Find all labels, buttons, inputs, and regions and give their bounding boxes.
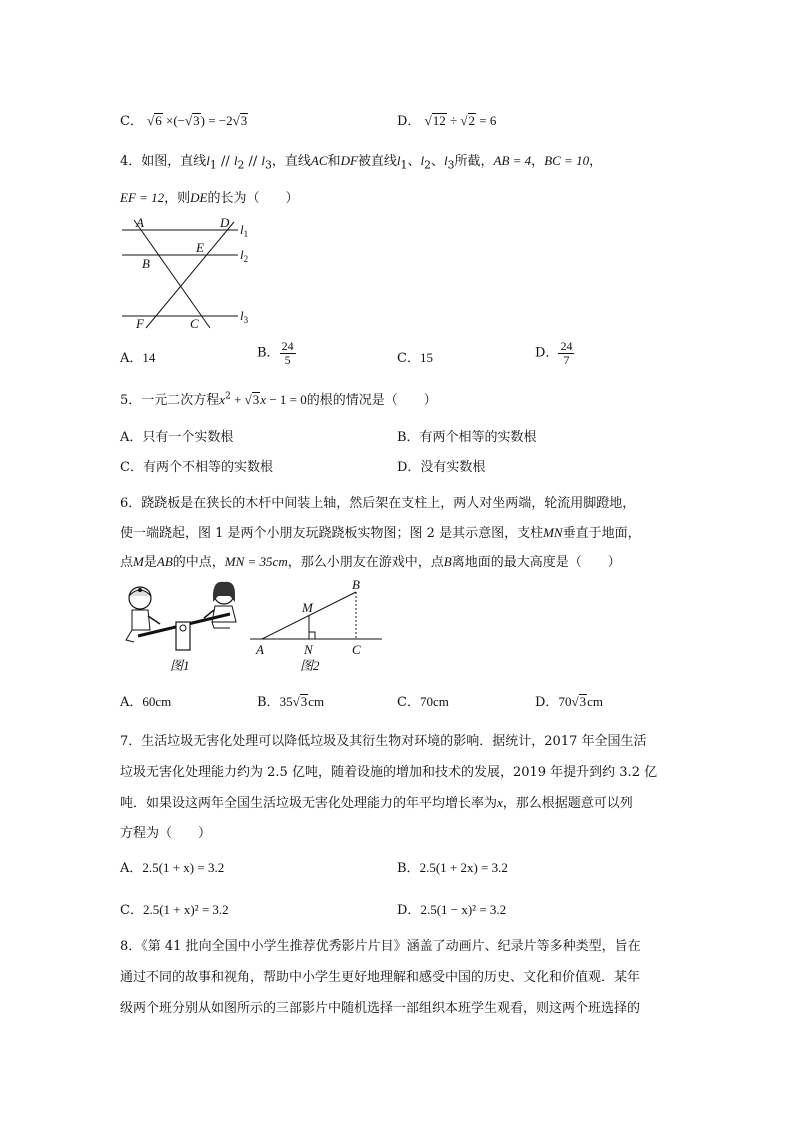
coefficient: 35 [279, 694, 293, 709]
q6-line3 [120, 551, 621, 570]
text: 如图，直线 [141, 154, 207, 169]
q8-line1 [120, 935, 641, 954]
label-n: N [304, 642, 313, 657]
q7-option-a [120, 857, 224, 876]
label-l2: $l_2$ [240, 247, 249, 264]
q5-option-c: C．有两个不相等的实数根 [120, 460, 273, 475]
q7-line4: 方程为（ ） [120, 826, 212, 841]
q6-line2 [120, 522, 641, 541]
q4-parallel-lines-figure [118, 212, 258, 332]
text: ，则 [164, 191, 191, 206]
question-number: 5． [120, 393, 142, 408]
ef-value: EF = 12 [120, 190, 165, 205]
text: 和 [327, 154, 341, 169]
label-e: E [196, 240, 204, 255]
q5-option-a: A．只有一个实数根 [120, 430, 234, 445]
text: 的中点， [172, 555, 225, 570]
q6-option-b [257, 691, 324, 710]
mn-value: MN = 35cm [224, 554, 288, 569]
q7-line1 [120, 730, 647, 749]
option-label: C． [120, 114, 143, 129]
numerator: 24 [560, 339, 573, 353]
q5-stem: 5．一元二次方程$x^2$ + √ 3x − 1 = 0的根的情况是（ ） [120, 389, 437, 408]
option-label: C． [397, 351, 420, 366]
q4-option-c [397, 347, 433, 366]
q7-line3 [120, 792, 633, 811]
label-f: F [136, 316, 144, 331]
q6-option-d [535, 691, 603, 710]
radicand: 3 [579, 694, 587, 709]
text: 点 [120, 555, 134, 570]
q6-line1 [120, 492, 635, 511]
option-label: C． [397, 695, 420, 710]
text: 吨．如果设这两年全国生活垃圾无害化处理能力的年平均增长率为 [120, 796, 498, 811]
option-value: 70cm [419, 694, 449, 709]
label-l3: $l_3$ [240, 308, 249, 325]
radicand: 3 [300, 694, 308, 709]
q6-option-c [397, 691, 449, 710]
numerator: 24 [281, 339, 294, 353]
option-expression: 2.5(1 − x)² = 3.2 [420, 902, 507, 917]
point-m: M [133, 554, 144, 569]
radicand: 3 [193, 113, 200, 128]
radicand: 3 [240, 113, 248, 128]
q7-option-d [397, 899, 506, 918]
radicand: 12 [432, 113, 446, 128]
option-expression: 2.5(1 + x)² = 3.2 [142, 902, 229, 917]
result: 6 [489, 113, 497, 128]
ab-value: AB = 4 [493, 153, 532, 168]
text: 垂直于地面， [562, 526, 641, 541]
label-a: A [136, 215, 144, 230]
line-ac: AC [310, 153, 328, 168]
denominator: 5 [284, 352, 291, 367]
option-label: D． [535, 695, 559, 710]
q4-stem-line2 [120, 187, 299, 206]
segment-ab: AB [156, 554, 173, 569]
text: 是 [143, 555, 157, 570]
question-number: 8． [120, 939, 142, 954]
radicand: 6 [155, 113, 162, 128]
option-label: D． [535, 345, 559, 361]
q6-option-a [120, 691, 171, 710]
text: ，直线 [271, 154, 311, 169]
q3-option-c: C． √ 6 ×(−√ 3) = −2√ 3 [120, 110, 248, 129]
option-expression: 2.5(1 + x) = 3.2 [142, 860, 225, 875]
variable-x: x [497, 795, 503, 810]
unit: cm [308, 694, 325, 709]
option-label: B． [257, 345, 280, 361]
text: 使一端跷起，图 1 是两个小朋友玩跷跷板实物图；图 2 是其示意图，支柱 [120, 526, 544, 541]
q5-option-d: D．没有实数根 [397, 460, 486, 475]
denominator: 7 [563, 352, 570, 367]
segment-de: DE [190, 190, 208, 205]
text: 所截， [454, 154, 494, 169]
q4-option-d [535, 340, 574, 366]
q4-option-a [120, 347, 155, 366]
question-number: 4． [120, 154, 142, 169]
bc-value: BC = 10 [544, 153, 590, 168]
option-label: D． [397, 903, 421, 918]
text: 的根的情况是（ ） [306, 393, 437, 408]
text: 一元二次方程 [141, 393, 220, 408]
fig1-caption: 图1 [170, 658, 190, 673]
q7-option-b [397, 857, 508, 876]
coefficient: 70 [558, 694, 572, 709]
option-label: A． [120, 695, 143, 710]
label-a: A [256, 642, 264, 657]
option-value: 14 [142, 350, 156, 365]
q4-option-b [257, 340, 296, 366]
option-value: 15 [419, 350, 433, 365]
q3-option-d: D． √ 12 ÷ √ 2 = 6 [397, 110, 496, 129]
text: ，那么小朋友在游戏中，点 [287, 555, 444, 570]
label-b: B [352, 578, 360, 592]
option-label: A． [120, 351, 143, 366]
text: 生活垃圾无害化处理可以降低垃圾及其衍生物对环境的影响．据统计，2017 年全国生活 [141, 734, 647, 749]
question-number: 6． [120, 496, 142, 511]
q4-stem-line1: 4．如图，直线$l_1 // l_2 // l_3$，直线AC和DF被直线$l_1$、$l_2$、$l_3$所截，AB = 4，BC = 10， [120, 153, 603, 172]
label-m: M [302, 600, 313, 615]
segment-mn: MN [543, 525, 563, 540]
q5-option-b: B．有两个相等的实数根 [397, 430, 537, 445]
option-value: 60cm [142, 694, 172, 709]
option-label: C． [120, 903, 143, 918]
text: ，那么根据题意可以列 [502, 796, 633, 811]
q7-option-c [120, 899, 229, 918]
text: 的长为（ ） [207, 191, 299, 206]
text: 《第 41 批向全国中小学生推荐优秀影片片目》涵盖了动画片、纪录片等多种类型，旨在 [141, 939, 641, 954]
question-number: 7． [120, 734, 142, 749]
fig2-caption: 图2 [300, 658, 320, 673]
option-label: A． [120, 861, 143, 876]
point-b: B [443, 554, 452, 569]
option-label: D． [397, 114, 421, 129]
unit: cm [587, 694, 603, 709]
label-l1: $l_1$ [240, 222, 249, 239]
label-b: B [142, 256, 150, 271]
q8-line3: 级两个班分别从如图所示的三部影片中随机选择一部组织本班学生观看，则这两个班选择的 [120, 1001, 641, 1016]
line-df: DF [340, 153, 358, 168]
seesaw-diagram-figure [246, 578, 386, 678]
q8-line2: 通过不同的故事和视角，帮助中小学生更好地理解和感受中国的历史、文化和价值观．某年 [120, 970, 641, 985]
option-expression: 2.5(1 + 2x) = 3.2 [419, 860, 508, 875]
coefficient: 2 [226, 113, 233, 128]
option-label: B． [257, 695, 280, 710]
seesaw-photo-figure [118, 580, 248, 678]
radicand: 2 [468, 113, 475, 128]
label-c: C [190, 316, 199, 331]
text: 跷跷板是在狭长的木杆中间装上轴，然后架在支柱上，两人对坐两端，轮流用脚蹬地， [141, 496, 636, 511]
text: 离地面的最大高度是（ ） [451, 555, 621, 570]
q7-line2: 垃圾无害化处理能力约为 2.5 亿吨，随着设施的增加和技术的发展，2019 年提升到约 3.2 亿 [120, 765, 658, 780]
text: 被直线 [357, 154, 397, 169]
label-d: D [220, 215, 230, 230]
option-label: B． [397, 861, 420, 876]
label-c: C [352, 642, 361, 657]
